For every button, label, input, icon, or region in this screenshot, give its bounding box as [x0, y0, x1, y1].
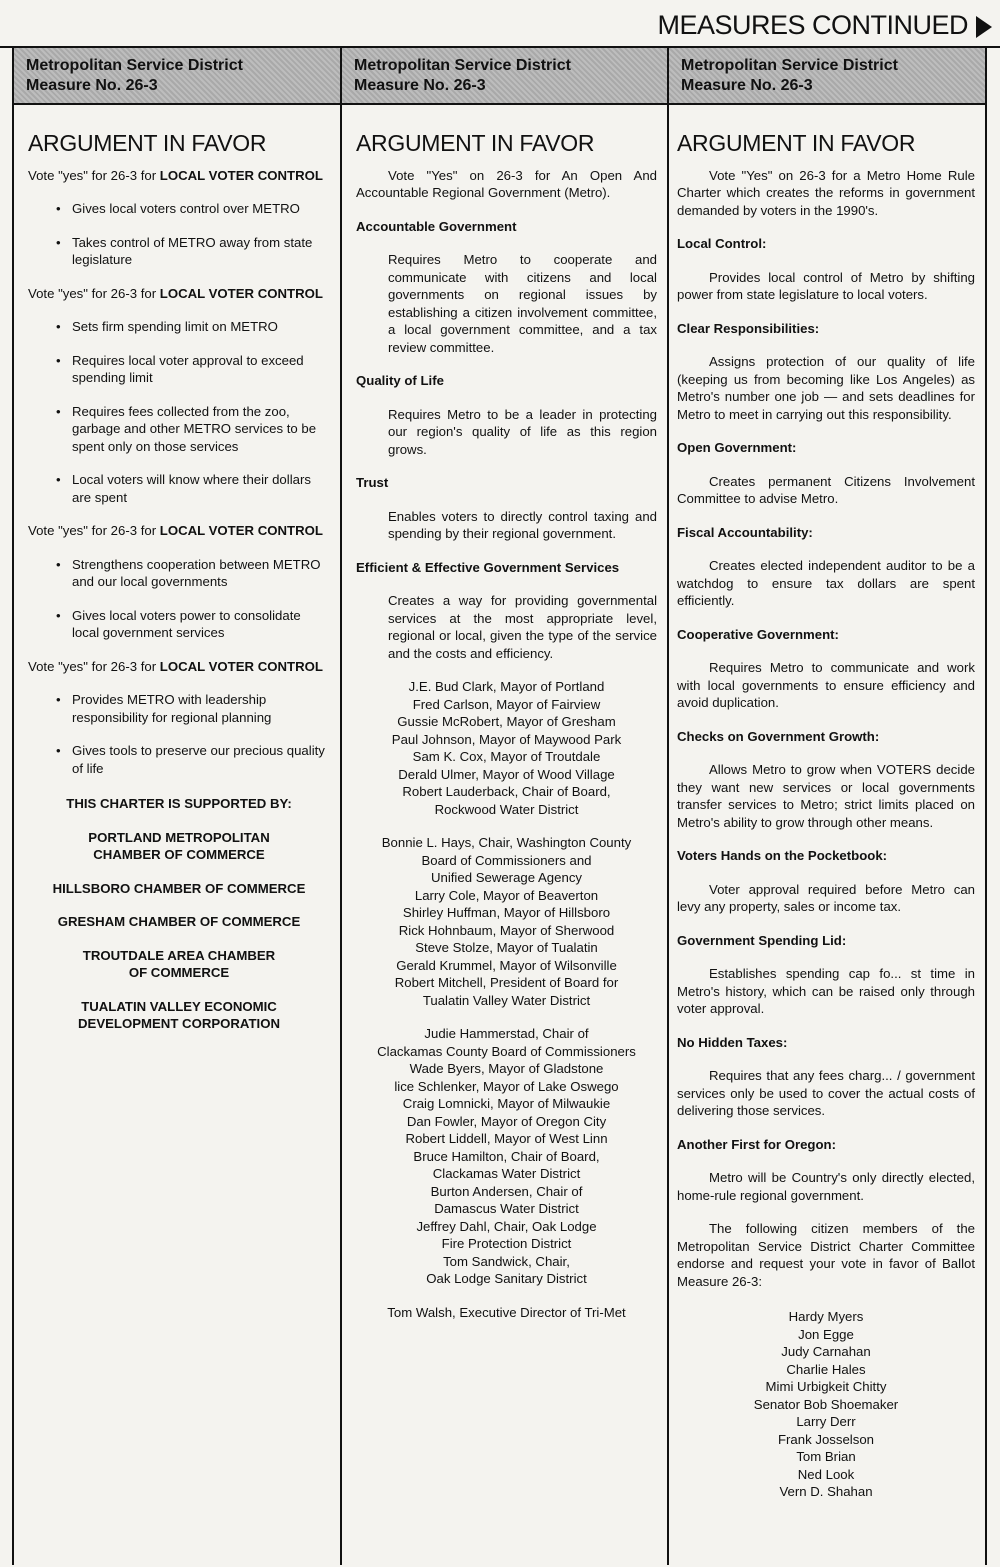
bullet-item: • Sets firm spending limit on METRO	[56, 318, 330, 336]
section-heading: Accountable Government	[356, 218, 517, 234]
supporter-org: GRESHAM CHAMBER OF COMMERCE	[57, 914, 301, 929]
section-heading: Another First for Oregon:	[677, 1136, 836, 1152]
supporter-org: TROUTDALE AREA CHAMBER OF COMMERCE	[82, 947, 276, 980]
section-text: Assigns protection of our quality of life (keeping us from becoming like Los Angeles) as Metro's number one job — and sets deadlines for Metro to meet in carrying out this responsibility.	[677, 354, 975, 422]
argument-title: ARGUMENT IN FAVOR	[677, 130, 916, 156]
section-text: Requires Metro to communicate and work with local governments to ensure efficiency and avoid duplication.	[677, 660, 975, 710]
supporter-org: TUALATIN VALLEY ECONOMIC DEVELOPMENT CORPORATION	[78, 998, 280, 1031]
section-heading: Trust	[356, 475, 389, 490]
section-title: MEASURES CONTINUED	[657, 10, 968, 40]
section-text: Metro will be Country's only directly elected, home-rule regional government.	[677, 1170, 975, 1203]
bullet-item: • Requires local voter approval to exceed spending limit	[56, 352, 330, 387]
column-header	[14, 48, 340, 105]
column-body	[342, 130, 667, 1321]
section-heading: No Hidden Taxes:	[677, 1034, 788, 1050]
bullet-item: • Takes control of METRO away from state legislature	[56, 234, 330, 269]
district-name: Metropolitan Service District	[26, 57, 243, 74]
bullet-item: • Gives local voters control over METRO	[56, 200, 330, 218]
signer-block: Tom Walsh, Executive Director of Tri-Met	[387, 1304, 626, 1320]
intro-paragraph: Vote "Yes" on 26-3 for a Metro Home Rule Charter which creates the reforms in government demanded by voters in the 1990's.	[677, 167, 975, 218]
closing-paragraph: The following citizen members of the Metropolitan Service District Charter Committee endorse and request your vote in favor of Ballot Measure 26-3:	[677, 1221, 975, 1289]
vote-prefix: Vote "yes" for 26-3 for	[28, 167, 160, 183]
vote-prefix: Vote "yes" for 26-3 for	[28, 285, 160, 301]
supporter-org: PORTLAND METROPOLITAN CHAMBER OF COMMERCE	[88, 829, 270, 862]
column-1	[12, 48, 340, 1565]
section-text: Creates a way for providing governmental services at the most appropriate level, regional or local, given the type of the service and the costs and efficiency.	[388, 593, 657, 661]
section-text: Enables voters to directly control taxing and spending by their regional government.	[388, 508, 657, 541]
section-heading: Government Spending Lid:	[677, 932, 847, 948]
section-text: Creates elected independent auditor to be a watchdog to ensure tax dollars are spent efficiently.	[677, 558, 975, 608]
vote-emphasis: LOCAL VOTER CONTROL	[159, 658, 323, 674]
intro-paragraph: Vote "Yes" on 26-3 for An Open And Accountable Regional Government (Metro).	[356, 167, 657, 200]
vote-line	[28, 167, 330, 185]
bullet-item: • Requires fees collected from the zoo, garbage and other METRO services to be spent only on those services	[56, 403, 330, 456]
continue-arrow-icon	[976, 16, 992, 38]
district-name: Metropolitan Service District	[354, 57, 571, 74]
section-text: Requires Metro to be a leader in protecting our region's quality of life as this region grows.	[388, 406, 657, 457]
vote-line	[28, 285, 330, 303]
argument-title: ARGUMENT IN FAVOR	[356, 130, 595, 156]
vote-line	[28, 522, 330, 540]
column-body	[14, 130, 340, 1033]
column-header	[669, 48, 985, 105]
measure-number: Measure No. 26-3	[26, 77, 158, 94]
vote-prefix: Vote "yes" for 26-3 for	[28, 658, 160, 674]
section-text: Establishes spending cap fo... st time in Metro's history, which can be raised only through voter approval.	[677, 966, 975, 1016]
section-heading: Voters Hands on the Pocketbook:	[677, 848, 888, 863]
bullet-item: • Provides METRO with leadership responsibility for regional planning	[56, 691, 330, 726]
vote-emphasis: LOCAL VOTER CONTROL	[159, 167, 323, 183]
section-text: Requires that any fees charg... / government services only be used to cover the actual costs of delivering those services.	[677, 1068, 975, 1118]
section-text: Voter approval required before Metro can levy any property, sales or income tax.	[677, 881, 975, 914]
argument-title: ARGUMENT IN FAVOR	[28, 130, 267, 156]
signer-block: J.E. Bud Clark, Mayor of Portland Fred Carlson, Mayor of Fairview Gussie McRobert, Mayor of Gresham Paul Johnson, Mayor of Maywood Park Sam K. Cox, Mayor of Troutdale Derald Ulmer, Mayor of Wood Village Robert Lauderback, Chair of Board, Rockwood Water District	[391, 679, 622, 817]
section-text: Provides local control of Metro by shifting power from state legislature to local voters.	[677, 269, 975, 302]
column-2	[340, 48, 667, 1565]
section-heading: Efficient & Effective Government Services	[356, 559, 620, 575]
column-header	[342, 48, 667, 105]
page-header	[0, 0, 1000, 46]
bullet-item: • Gives tools to preserve our precious quality of life	[56, 742, 330, 777]
bullet-item: • Strengthens cooperation between METRO and our local governments	[56, 556, 330, 591]
signer-block: Bonnie L. Hays, Chair, Washington County Board of Commissioners and Unified Sewerage Agency Larry Cole, Mayor of Beaverton Shirley Huffman, Mayor of Hillsboro Rick Hohnbaum, Mayor of Sherwood Steve Stolze, Mayor of Tualatin Gerald Krummel, Mayor of Wilsonville Robert Mitchell, President of Board for Tualatin Valley Water District	[381, 835, 632, 1008]
section-heading: Open Government:	[677, 440, 797, 455]
committee-members: Hardy Myers Jon Egge Judy Carnahan Charlie Hales Mimi Urbigkeit Chitty Senator Bob Shoemaker Larry Derr Frank Josselson Tom Brian Ned Look Vern D. Shahan	[753, 1309, 899, 1499]
section-heading: Local Control:	[677, 236, 767, 251]
bullet-item: • Gives local voters power to consolidate local government services	[56, 607, 330, 642]
supporter-org: HILLSBORO CHAMBER OF COMMERCE	[52, 880, 306, 896]
vote-emphasis: LOCAL VOTER CONTROL	[159, 285, 323, 301]
section-text: Creates permanent Citizens Involvement Committee to advise Metro.	[677, 473, 975, 506]
supported-by-heading: THIS CHARTER IS SUPPORTED BY:	[66, 796, 292, 811]
measure-number: Measure No. 26-3	[354, 77, 486, 94]
bullet-item: • Local voters will know where their dollars are spent	[56, 471, 330, 506]
column-3	[667, 48, 987, 1565]
column-body	[669, 130, 985, 1501]
measure-number: Measure No. 26-3	[681, 77, 813, 94]
section-heading: Quality of Life	[356, 373, 444, 388]
vote-emphasis: LOCAL VOTER CONTROL	[159, 523, 323, 538]
section-text: Allows Metro to grow when VOTERS decide they want new services or local governments transfer services to Metro; strict limits placed on Metro's ability to grow through other means.	[677, 762, 975, 830]
vote-line	[28, 658, 330, 676]
section-text: Requires Metro to cooperate and communicate with citizens and local governments on regional issues by establishing a citizen involvement committee, a local government committee, and a tax review committee.	[388, 252, 657, 355]
section-heading: Clear Responsibilities:	[677, 320, 820, 336]
signer-block: Judie Hammerstad, Chair of Clackamas County Board of Commissioners Wade Byers, Mayor of Gladstone lice Schlenker, Mayor of Lake Oswego Craig Lomnicki, Mayor of Milwaukie Dan Fowler, Mayor of Oregon City Robert Liddell, Mayor of West Linn Bruce Hamilton, Chair of Board, Clackamas Water District Burton Andersen, Chair of Damascus Water District Jeffrey Dahl, Chair, Oak Lodge Fire Protection District Tom Sandwick, Chair, Oak Lodge Sanitary District	[377, 1026, 636, 1286]
section-heading: Fiscal Accountability:	[677, 524, 813, 540]
section-heading: Checks on Government Growth:	[677, 728, 880, 744]
vote-prefix: Vote "yes" for 26-3 for	[28, 523, 160, 538]
section-heading: Cooperative Government:	[677, 626, 839, 642]
district-name: Metropolitan Service District	[681, 57, 898, 74]
